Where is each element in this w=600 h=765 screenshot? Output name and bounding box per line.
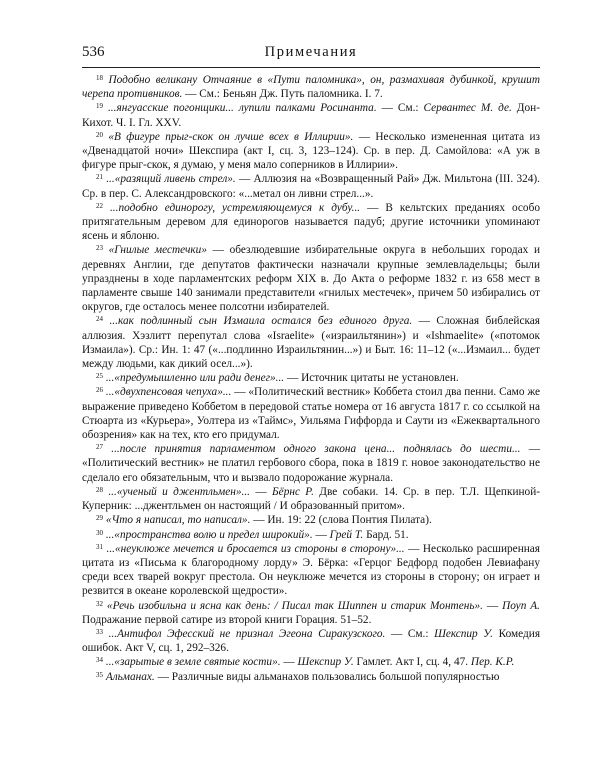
endnote-text: Бард. 51. (363, 528, 409, 541)
endnote (82, 528, 540, 542)
endnote (82, 442, 540, 485)
endnote-italic-text: ...подобно единорогу, устремляющемуся к дубу... (109, 201, 361, 214)
endnote-italic-text: Поуп А. (502, 599, 540, 612)
endnote (82, 385, 540, 442)
endnote-number: 35 (96, 670, 103, 679)
endnote-italic-text: Пер. К.Р. (470, 656, 515, 669)
endnote-text: — (312, 528, 330, 541)
running-title: Примечания (264, 44, 358, 60)
endnote (82, 201, 540, 244)
endnote-text: Дон-Кихот. Ч. I. Гл. XXV. (82, 102, 540, 129)
endnote (82, 172, 540, 200)
endnote-italic-text: Грей Т. (329, 528, 364, 541)
endnote-italic-text: Сервантес М. де. (423, 102, 512, 115)
endnote-text: — (250, 485, 273, 498)
endnote-number: 28 (96, 485, 103, 494)
endnote-text: Две собаки. 14. Ср. в пер. Т.Л. Щепкиной-Куперник: ...джентльмен он настоящий / И образованный притом». (82, 485, 541, 513)
endnote-text: — Ин. 19: 22 (слова Понтия Пилата). (250, 514, 432, 527)
endnote-text: — Аллюзия на «Возвращенный Рай» Дж. Мильтона (III. 324). Ср. в пер. С. Александровского: «...метал он ливни стрел...». (82, 173, 540, 200)
endnote-number: 30 (96, 528, 103, 537)
endnote-text: — См.: (385, 627, 435, 640)
endnote-italic-text: «Гнилые местечки» (108, 244, 207, 257)
endnote-italic-text: ...Антифол Эфесский не признал Эгеона Сиракузского. (108, 627, 386, 640)
endnote-number: 29 (96, 514, 103, 523)
endnote-italic-text: ...«пространства волю и предел широкий». (105, 528, 313, 541)
endnote (82, 627, 540, 655)
endnote-number: 26 (96, 386, 103, 395)
endnote-number: 23 (96, 244, 103, 253)
endnote (82, 130, 540, 173)
endnote-text: — Несколько расширенная цитата из «Письма к благородному лорду» Э. Бёрка: «Герцог Бедфорд подобен Левиафану среди всех тварей вокруг престола. Он неуклюже мечется из стороны в сторону; он играет и резвится в океане королевской щедрости». (82, 542, 540, 598)
endnote-italic-text: Альманах. (105, 670, 155, 683)
endnote-text: — (482, 599, 503, 612)
endnote (82, 599, 540, 627)
endnote-italic-text: ...после принятия парламентом одного закона цена... поднялась до шести... (111, 443, 521, 456)
endnote-italic-text: ...«предумышленно или ради денег»... (105, 372, 285, 385)
endnote-number: 22 (96, 201, 103, 210)
endnote-italic-text: ...янгуасские погонщики... лупили палками Росинанта. (107, 102, 377, 115)
endnote (82, 314, 540, 371)
endnote-italic-text: ...«двухпенсовая чепуха»... (105, 386, 232, 399)
endnote-italic-text: Шекспир У. (434, 627, 494, 640)
document-page (82, 44, 540, 684)
endnote-text: — Несколько измененная цитата из «Двенадцатой ночи» Шекспира (акт I, сц. 3, 123–124). Ср. в пер. Д. Самойлова: «А уж в фигуре прыг-скок, я думаю, у меня мало соперников в Иллирии». (82, 130, 541, 172)
endnote-text: — (280, 656, 298, 669)
endnote-text: — «Политический вестник» Коббета стоил два пенни. Само же выражение приведено Коббетом в передовой статье номера от 16 августа 1817 г. со ссылкой на Стюарта из «Курьера», Уолтера из «Таймс», Уильяма Гиффорда и Саути из «Ежеквартального обозрения» как на тех, кто его придумал. (82, 386, 541, 442)
endnote-italic-text: Подобно великану Отчаяние в «Пути паломника», он, размахивая дубинкой, крушит черепа противников. (82, 74, 540, 101)
endnote-number: 18 (96, 74, 103, 82)
endnote-italic-text: «В фигуре прыг-скок он лучше всех в Иллирии». (108, 130, 354, 143)
endnote (82, 101, 540, 129)
page-number: 536 (82, 44, 105, 60)
endnote-text: — Сложная библейская аллюзия. Хэзлитт перепутал слова «Israelite» («израильтянин») и «Ishmaelite» («потомок Измаила»). Ср.: Ин. 1: 47 («...подлинно Израильтянин...») и Быт. 16: 11–12 («...Измаил... будет между людьми, как дикий осел...»). (82, 315, 540, 371)
endnote-number: 33 (96, 627, 103, 636)
endnote-number: 25 (96, 372, 103, 381)
endnote-italic-text: ...«разящий ливень стрел». (106, 173, 236, 186)
endnote (82, 513, 540, 527)
endnote (82, 243, 540, 314)
endnote-text: Комедия ошибок. Акт V, сц. 1, 292–326. (82, 627, 541, 655)
endnote-text: Подражание первой сатире из второй книги Горация. 51–52. (82, 613, 372, 626)
endnote-text: — См.: Беньян Дж. Путь паломника. I. 7. (182, 88, 383, 101)
endnote-italic-text: Бёрнс Р. (272, 485, 314, 498)
endnote-text: — «Политический вестник» не платил гербового сбора, пока в 1819 г. новое законодательство не сделало его обязательным, что и вызвало подорожание журнала. (82, 443, 541, 484)
endnote-number: 32 (96, 599, 103, 608)
endnote-number: 31 (96, 542, 103, 551)
endnote-number: 27 (96, 443, 103, 452)
endnote (82, 371, 540, 385)
page-header (82, 44, 540, 64)
endnote-text: — обезлюдевшие избирательные округа в небольших городах и деревнях Англии, где депутатов фактически назначали крупные землевладельцы; были упразднены в ходе парламентских реформ XIX в. До Акта о реформе 1832 г. из 658 мест в парламенте свыше 140 занимали представители «гнилых местечек», причем 50 избирались от округов, где осталось менее полсотни избирателей. (82, 244, 540, 314)
endnote (82, 485, 540, 513)
endnote-italic-text: Шекспир У. (297, 656, 354, 669)
endnote-text: — Различные виды альманахов пользовались большой популярностью (154, 670, 500, 683)
endnote-italic-text: «Речь изобильна и ясна как день: / Писал так Шиппен и старик Монтень». (106, 599, 483, 612)
endnote-italic-text: ...как подлинный сын Измаила остался без единого друга. (109, 315, 413, 328)
endnote-number: 34 (96, 656, 103, 665)
endnote-text: Гамлет. Акт I, сц. 4, 47. (353, 656, 471, 669)
endnote-italic-text: «Что я написал, то написал». (105, 514, 251, 527)
endnote (82, 655, 540, 669)
endnote-italic-text: ...«ученый и джентльмен»... (108, 485, 251, 498)
endnote-italic-text: ...«зарытые в земле святые кости». (105, 656, 281, 669)
endnote-number: 19 (96, 102, 103, 111)
endnote-number: 21 (96, 173, 103, 182)
header-rule (82, 67, 540, 68)
endnote (82, 542, 540, 599)
endnote-text: — См.: (376, 102, 424, 115)
endnote (82, 73, 540, 101)
endnote-number: 20 (96, 130, 103, 139)
endnote-italic-text: ...«неуклюже мечется и бросается из стороны в сторону»... (106, 542, 405, 555)
endnote-number: 24 (96, 315, 103, 324)
endnote (82, 670, 540, 684)
endnote-text: — Источник цитаты не установлен. (284, 372, 459, 385)
endnote-text: — В кельтских преданиях особо притягательным деревом для единорогов называется падуб; другие источники упоминают ясень и яблоню. (82, 201, 540, 243)
endnotes-list (82, 73, 540, 684)
